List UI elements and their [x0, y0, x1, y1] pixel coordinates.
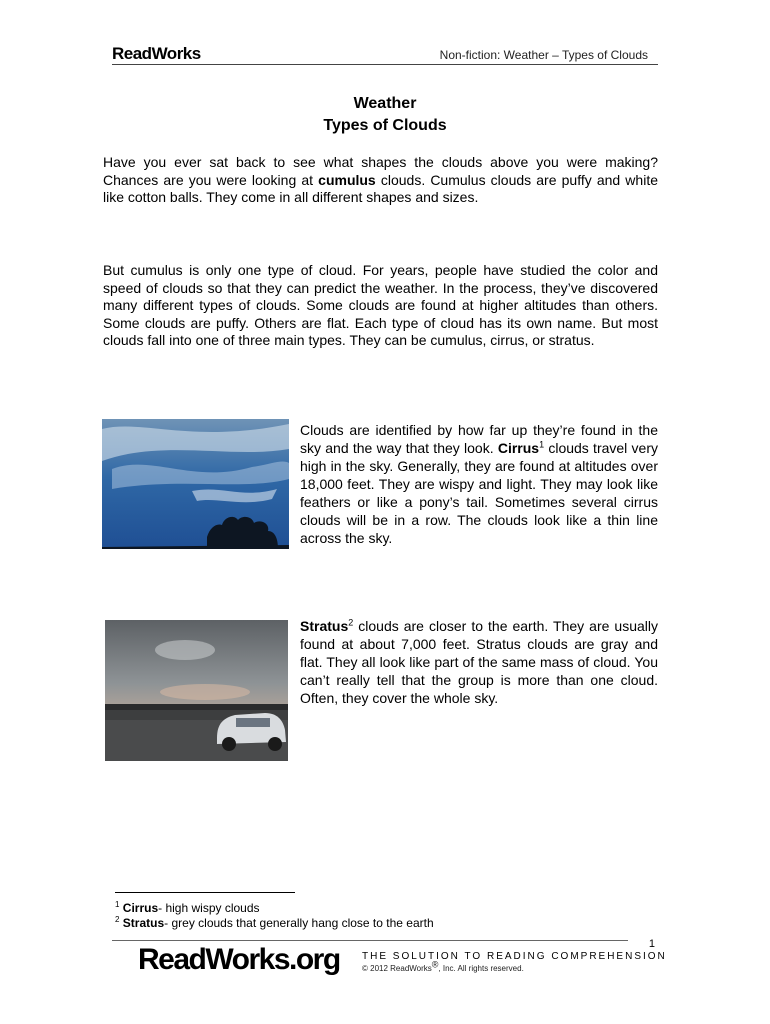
footnote-1-term: Cirrus	[122, 901, 159, 915]
paragraph-stratus	[300, 617, 658, 707]
footnote-2-number: 2	[115, 915, 120, 924]
term-cirrus: Cirrus	[497, 440, 540, 456]
intro-text-2: clouds. Cumulus clouds are puffy and white like cotton balls. They come in all different shapes and sizes.	[103, 171, 658, 205]
registered-mark: ®	[431, 959, 439, 970]
header-subtitle: Non-fiction: Weather – Types of Clouds	[439, 48, 648, 62]
stratus-photo	[105, 620, 288, 761]
term-cumulus: cumulus	[318, 171, 376, 188]
footnote-1-number: 1	[115, 900, 120, 909]
header-divider	[112, 64, 658, 65]
footnote-1-definition: - high wispy clouds	[158, 901, 260, 915]
cirrus-text-2: clouds travel very high in the sky. Generally, they are found at altitudes over 18,000 feet. They are wispy and light. They may look like feathers or like a pony’s tail. Sometimes several cirrus clouds will be in a row. The clouds look like a thin line across the sky.	[300, 440, 658, 546]
term-stratus: Stratus	[300, 618, 349, 634]
cirrus-photo	[102, 419, 289, 549]
footer-copyright	[362, 959, 524, 973]
copyright-text-1: © 2012 ReadWorks	[362, 964, 432, 973]
title-line-1: Weather	[353, 95, 417, 112]
intro-text-1: Have you ever sat back to see what shapes the clouds above you were making? Chances are you were looking at	[103, 154, 658, 188]
cirrus-text-1: Clouds are identified by how far up they’re found in the sky and the way that they look.	[300, 422, 658, 456]
footnote-2-term: Stratus	[122, 916, 165, 930]
paragraph-intro	[103, 154, 658, 207]
page-number: 1	[648, 938, 655, 950]
footer-tagline: THE SOLUTION TO READING COMPREHENSION	[362, 951, 667, 962]
footer-divider	[112, 940, 628, 941]
footnote-2	[115, 916, 434, 931]
footnote-ref-1: 1	[539, 439, 545, 450]
footer-logo: ReadWorks.org	[138, 943, 340, 976]
footnote-2-definition: - grey clouds that generally hang close to the earth	[164, 916, 434, 930]
header-logo: ReadWorks	[112, 44, 201, 63]
footnote-1	[115, 901, 260, 916]
footnote-ref-2: 2	[348, 617, 354, 628]
copyright-text-2: , Inc. All rights reserved.	[438, 964, 524, 973]
paragraph-cloud-types: But cumulus is only one type of cloud. For years, people have studied the color and speed of clouds so that they can predict the weather. In the process, they’ve discovered many different types of clouds. Some clouds are found at higher altitudes than others. Some clouds are puffy. Others are flat. Each type of cloud has its own name. But most clouds fall into one of three main types. They can be cumulus, cirrus, or stratus.	[103, 262, 658, 348]
stratus-text: clouds are closer to the earth. They are usually found at about 7,000 feet. Stratus clouds are gray and flat. They all look like part of the same mass of cloud. You can’t really tell that the group is more than one cloud. Often, they cover the whole sky.	[300, 618, 658, 706]
title-line-2: Types of Clouds	[323, 117, 447, 134]
footnote-divider	[115, 892, 295, 893]
paragraph-cirrus	[300, 421, 658, 547]
